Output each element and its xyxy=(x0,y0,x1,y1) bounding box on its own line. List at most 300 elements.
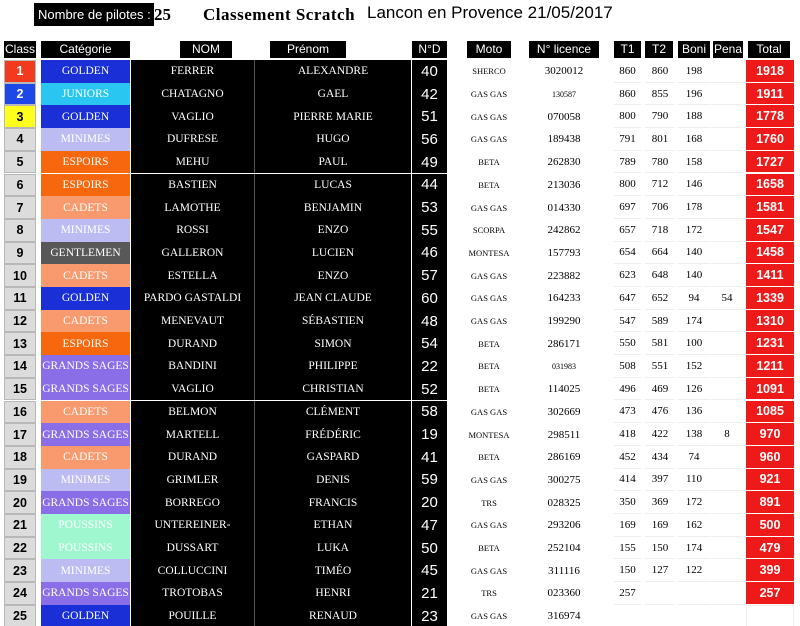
last-name-cell: DUSSART xyxy=(131,537,255,560)
rank-cell: 2 xyxy=(4,83,36,106)
rank-cell: 22 xyxy=(4,537,36,560)
last-name-cell: BELMON xyxy=(131,401,255,424)
pena-cell xyxy=(711,242,743,265)
t2-cell: 652 xyxy=(645,287,675,310)
t2-cell: 706 xyxy=(645,196,675,219)
boni-cell: 140 xyxy=(678,242,710,265)
last-name-cell: COLLUCCINI xyxy=(131,559,255,582)
boni-cell: 94 xyxy=(678,287,710,310)
pena-cell: 8 xyxy=(711,423,743,446)
table-row xyxy=(0,582,800,605)
category-cell: GRANDS SAGES xyxy=(41,355,130,378)
rank-cell: 4 xyxy=(4,128,36,151)
pena-cell xyxy=(711,537,743,560)
moto-brand-cell: GAS GAS xyxy=(470,406,508,417)
column-header-boni: Boni xyxy=(678,41,710,58)
pilots-count-label: Nombre de pilotes : xyxy=(34,3,154,26)
licence-cell: 311116 xyxy=(548,564,580,577)
boni-cell: 198 xyxy=(678,60,710,83)
rank-cell: 8 xyxy=(4,219,36,242)
t2-cell: 855 xyxy=(645,83,675,106)
moto-brand-cell: TRS xyxy=(481,588,497,599)
table-row xyxy=(0,559,800,582)
licence-cell: 286171 xyxy=(547,337,581,350)
column-header-categorie: Catégorie xyxy=(41,41,130,58)
last-name-cell: PARDO GASTALDI xyxy=(131,287,255,310)
rank-cell: 10 xyxy=(4,264,36,287)
licence-cell: 298511 xyxy=(547,428,581,441)
t1-cell: 257 xyxy=(614,582,641,605)
rank-cell: 6 xyxy=(4,174,36,197)
t1-cell: 169 xyxy=(614,514,641,537)
total-cell: 1778 xyxy=(746,105,794,128)
total-cell: 1091 xyxy=(746,378,794,401)
event-name: Lancon en Provence 21/05/2017 xyxy=(367,3,613,22)
moto-brand-cell: TRS xyxy=(481,497,497,508)
first-name-cell: CLÉMENT xyxy=(255,401,411,424)
last-name-cell: MARTELL xyxy=(131,423,255,446)
licence-cell: 293206 xyxy=(547,519,581,532)
first-name-cell: PHILIPPE xyxy=(255,355,411,378)
pena-cell xyxy=(711,196,743,219)
race-number-cell: 49 xyxy=(412,151,447,174)
table-row xyxy=(0,446,800,469)
table-row xyxy=(0,401,800,424)
pena-cell xyxy=(711,151,743,174)
category-cell: POUSSINS xyxy=(41,514,130,537)
category-cell: GOLDEN xyxy=(41,287,130,310)
t2-cell: 422 xyxy=(645,423,675,446)
t1-cell: 547 xyxy=(614,310,641,333)
last-name-cell: MENEVAUT xyxy=(131,310,255,333)
last-name-cell: GRIMLER xyxy=(131,469,255,492)
first-name-cell: BENJAMIN xyxy=(255,196,411,219)
first-name-cell: HUGO xyxy=(255,128,411,151)
licence-cell: 3020012 xyxy=(544,65,584,78)
pena-cell xyxy=(711,219,743,242)
table-row xyxy=(0,83,800,106)
race-number-cell: 48 xyxy=(412,310,447,333)
race-number-cell: 58 xyxy=(412,401,447,424)
pena-cell xyxy=(711,514,743,537)
last-name-cell: BASTIEN xyxy=(131,174,255,197)
t2-cell: 169 xyxy=(645,514,675,537)
rank-cell: 16 xyxy=(4,401,36,424)
licence-cell: 316974 xyxy=(547,610,581,623)
last-name-cell: TROTOBAS xyxy=(131,582,255,605)
t2-cell: 551 xyxy=(645,355,675,378)
t2-cell: 664 xyxy=(645,242,675,265)
t1-cell: 623 xyxy=(614,264,641,287)
total-cell: 1581 xyxy=(746,196,794,219)
moto-brand-cell: GAS GAS xyxy=(470,474,508,485)
licence-cell: 199290 xyxy=(547,315,581,328)
last-name-cell: FERRER xyxy=(131,60,255,83)
race-number-cell: 53 xyxy=(412,196,447,219)
moto-brand-cell: BETA xyxy=(478,338,500,349)
moto-brand-cell: SHERCO xyxy=(472,66,506,77)
total-cell: 1085 xyxy=(746,401,794,424)
first-name-cell: LUCIEN xyxy=(255,242,411,265)
column-header-pena: Pena xyxy=(713,42,743,56)
moto-brand-cell: BETA xyxy=(478,543,500,554)
pena-cell xyxy=(711,469,743,492)
boni-cell xyxy=(678,582,710,605)
last-name-cell: VAGLIO xyxy=(131,378,255,401)
pena-cell xyxy=(711,559,743,582)
race-number-cell: 44 xyxy=(412,174,447,197)
boni-cell xyxy=(678,605,710,626)
licence-cell: 130587 xyxy=(552,89,576,99)
column-header-total: Total xyxy=(748,41,790,58)
t2-cell: 469 xyxy=(645,378,675,401)
category-cell: GOLDEN xyxy=(41,605,130,626)
last-name-cell: POUILLE xyxy=(131,605,255,626)
table-row xyxy=(0,355,800,378)
race-number-cell: 55 xyxy=(412,219,447,242)
moto-brand-cell: GAS GAS xyxy=(470,270,508,281)
t1-cell: 654 xyxy=(614,242,641,265)
t1-cell xyxy=(614,605,641,626)
rank-cell: 24 xyxy=(4,582,36,605)
race-number-cell: 54 xyxy=(412,332,447,355)
licence-cell: 014330 xyxy=(547,201,581,214)
total-cell: 921 xyxy=(746,469,794,492)
pena-cell xyxy=(711,60,743,83)
total-cell: 1211 xyxy=(746,355,794,378)
licence-cell: 223882 xyxy=(547,269,581,282)
category-cell: ESPOIRS xyxy=(41,151,130,174)
boni-cell: 126 xyxy=(678,378,710,401)
first-name-cell: DENIS xyxy=(255,469,411,492)
first-name-cell: RENAUD xyxy=(255,605,411,626)
total-cell: 1411 xyxy=(746,264,794,287)
race-number-cell: 47 xyxy=(412,514,447,537)
race-number-cell: 51 xyxy=(412,105,447,128)
last-name-cell: BORREGO xyxy=(131,491,255,514)
total-cell: 1911 xyxy=(746,83,794,106)
licence-cell: 286169 xyxy=(547,451,581,464)
table-row xyxy=(0,174,800,197)
licence-cell: 070058 xyxy=(547,110,581,123)
t2-cell: 434 xyxy=(645,446,675,469)
rank-cell: 20 xyxy=(4,491,36,514)
race-number-cell: 59 xyxy=(412,469,447,492)
t1-cell: 473 xyxy=(614,401,641,424)
licence-cell: 300275 xyxy=(547,473,581,486)
first-name-cell: PAUL xyxy=(255,151,411,174)
category-cell: GRANDS SAGES xyxy=(41,423,130,446)
pena-cell xyxy=(711,401,743,424)
table-row xyxy=(0,605,800,626)
pilots-count-value: 25 xyxy=(154,5,171,24)
column-header-licence: N° licence xyxy=(529,41,599,58)
boni-cell: 162 xyxy=(678,514,710,537)
boni-cell: 188 xyxy=(678,105,710,128)
category-cell: MINIMES xyxy=(41,559,130,582)
moto-brand-cell: BETA xyxy=(478,157,500,168)
boni-cell: 172 xyxy=(678,491,710,514)
boni-cell: 100 xyxy=(678,332,710,355)
rank-cell: 5 xyxy=(4,151,36,174)
boni-cell: 158 xyxy=(678,151,710,174)
boni-cell: 172 xyxy=(678,219,710,242)
total-cell: 960 xyxy=(746,446,794,469)
first-name-cell: CHRISTIAN xyxy=(255,378,411,401)
boni-cell: 174 xyxy=(678,537,710,560)
rank-cell: 15 xyxy=(4,378,36,401)
t2-cell: 581 xyxy=(645,332,675,355)
total-cell: 399 xyxy=(746,559,794,582)
rank-cell: 21 xyxy=(4,514,36,537)
boni-cell: 138 xyxy=(678,423,710,446)
moto-brand-cell: GAS GAS xyxy=(470,611,508,622)
table-row xyxy=(0,196,800,219)
category-cell: GENTLEMEN xyxy=(41,242,130,265)
race-number-cell: 57 xyxy=(412,264,447,287)
category-cell: GRANDS SAGES xyxy=(41,491,130,514)
licence-cell: 164233 xyxy=(547,292,581,305)
last-name-cell: BANDINI xyxy=(131,355,255,378)
total-cell: 1458 xyxy=(746,242,794,265)
race-number-cell: 19 xyxy=(412,423,447,446)
category-cell: POUSSINS xyxy=(41,537,130,560)
licence-cell: 262830 xyxy=(547,156,581,169)
column-header-prenom: Prénom xyxy=(270,41,346,58)
first-name-cell: FRÉDÉRIC xyxy=(255,423,411,446)
pena-cell: 54 xyxy=(711,287,743,310)
pena-cell xyxy=(711,264,743,287)
moto-brand-cell: MONTESA xyxy=(468,429,510,440)
t2-cell: 127 xyxy=(645,559,675,582)
race-number-cell: 45 xyxy=(412,559,447,582)
boni-cell: 74 xyxy=(678,446,710,469)
last-name-cell: MEHU xyxy=(131,151,255,174)
total-cell: 479 xyxy=(746,537,794,560)
race-number-cell: 42 xyxy=(412,83,447,106)
table-row xyxy=(0,264,800,287)
table-row xyxy=(0,378,800,401)
boni-cell: 110 xyxy=(678,469,710,492)
total-cell: 1658 xyxy=(746,174,794,197)
first-name-cell: SIMON xyxy=(255,332,411,355)
moto-brand-cell: GAS GAS xyxy=(470,202,508,213)
moto-brand-cell: BETA xyxy=(478,361,500,372)
race-number-cell: 20 xyxy=(412,491,447,514)
race-number-cell: 46 xyxy=(412,242,447,265)
category-cell: GRANDS SAGES xyxy=(41,582,130,605)
table-row xyxy=(0,151,800,174)
t2-cell: 589 xyxy=(645,310,675,333)
race-number-cell: 56 xyxy=(412,128,447,151)
column-header-t2: T2 xyxy=(645,41,673,58)
pena-cell xyxy=(711,582,743,605)
t2-cell xyxy=(645,605,675,626)
pena-cell xyxy=(711,605,743,626)
table-row xyxy=(0,423,800,446)
t1-cell: 860 xyxy=(614,83,641,106)
moto-brand-cell: SCORPA xyxy=(472,225,506,236)
race-number-cell: 50 xyxy=(412,537,447,560)
pena-cell xyxy=(711,332,743,355)
boni-cell: 152 xyxy=(678,355,710,378)
rank-cell: 17 xyxy=(4,423,36,446)
t1-cell: 418 xyxy=(614,423,641,446)
pena-cell xyxy=(711,355,743,378)
moto-brand-cell: BETA xyxy=(478,384,500,395)
rank-cell: 14 xyxy=(4,355,36,378)
licence-cell: 213036 xyxy=(547,178,581,191)
t1-cell: 150 xyxy=(614,559,641,582)
rank-cell: 9 xyxy=(4,242,36,265)
category-cell: CADETS xyxy=(41,196,130,219)
t1-cell: 789 xyxy=(614,151,641,174)
table-row xyxy=(0,242,800,265)
boni-cell: 136 xyxy=(678,401,710,424)
t2-cell xyxy=(645,582,675,605)
race-number-cell: 41 xyxy=(412,446,447,469)
first-name-cell: ALEXANDRE xyxy=(255,60,411,83)
t2-cell: 712 xyxy=(645,174,675,197)
t2-cell: 476 xyxy=(645,401,675,424)
category-cell: GRANDS SAGES xyxy=(41,378,130,401)
column-header-nd: N°D xyxy=(412,41,447,58)
licence-cell: 302669 xyxy=(547,405,581,418)
column-header-t1: T1 xyxy=(614,41,641,58)
boni-cell: 196 xyxy=(678,83,710,106)
total-cell: 1760 xyxy=(746,128,794,151)
last-name-cell: ESTELLA xyxy=(131,264,255,287)
licence-cell: 242862 xyxy=(547,224,581,237)
category-cell: GOLDEN xyxy=(41,105,130,128)
pena-cell xyxy=(711,174,743,197)
moto-brand-cell: MONTESA xyxy=(468,247,510,258)
moto-brand-cell: GAS GAS xyxy=(470,89,508,100)
first-name-cell: ETHAN xyxy=(255,514,411,537)
t1-cell: 697 xyxy=(614,196,641,219)
total-cell: 1231 xyxy=(746,332,794,355)
table-row xyxy=(0,310,800,333)
t1-cell: 800 xyxy=(614,174,641,197)
total-cell: 1310 xyxy=(746,310,794,333)
total-cell: 1339 xyxy=(746,287,794,310)
licence-cell: 023360 xyxy=(547,587,581,600)
t1-cell: 657 xyxy=(614,219,641,242)
t2-cell: 801 xyxy=(645,128,675,151)
table-row xyxy=(0,469,800,492)
table-row xyxy=(0,537,800,560)
moto-brand-cell: GAS GAS xyxy=(470,316,508,327)
t2-cell: 790 xyxy=(645,105,675,128)
column-header-nom: NOM xyxy=(180,41,232,58)
table-row xyxy=(0,219,800,242)
page-title: Classement Scratch xyxy=(203,5,356,24)
moto-brand-cell: GAS GAS xyxy=(470,111,508,122)
first-name-cell: SÉBASTIEN xyxy=(255,310,411,333)
moto-brand-cell: GAS GAS xyxy=(470,293,508,304)
category-cell: ESPOIRS xyxy=(41,174,130,197)
t2-cell: 648 xyxy=(645,264,675,287)
boni-cell: 174 xyxy=(678,310,710,333)
total-cell: 257 xyxy=(746,582,794,605)
category-cell: CADETS xyxy=(41,310,130,333)
race-number-cell: 60 xyxy=(412,287,447,310)
rank-cell: 1 xyxy=(4,60,36,83)
t1-cell: 414 xyxy=(614,469,641,492)
category-cell: CADETS xyxy=(41,446,130,469)
licence-cell: 189438 xyxy=(547,133,581,146)
moto-brand-cell: GAS GAS xyxy=(470,520,508,531)
first-name-cell: LUCAS xyxy=(255,174,411,197)
table-row xyxy=(0,287,800,310)
first-name-cell: LUKA xyxy=(255,537,411,560)
t1-cell: 350 xyxy=(614,491,641,514)
pena-cell xyxy=(711,491,743,514)
first-name-cell: FRANCIS xyxy=(255,491,411,514)
t1-cell: 860 xyxy=(614,60,641,83)
category-cell: CADETS xyxy=(41,401,130,424)
t2-cell: 780 xyxy=(645,151,675,174)
last-name-cell: LAMOTHE xyxy=(131,196,255,219)
first-name-cell: GAEL xyxy=(255,83,411,106)
pena-cell xyxy=(711,105,743,128)
boni-cell: 178 xyxy=(678,196,710,219)
t1-cell: 800 xyxy=(614,105,641,128)
last-name-cell: DUFRESE xyxy=(131,128,255,151)
total-cell: 891 xyxy=(746,491,794,514)
first-name-cell: JEAN CLAUDE xyxy=(255,287,411,310)
last-name-cell: GALLERON xyxy=(131,242,255,265)
t1-cell: 791 xyxy=(614,128,641,151)
table-row xyxy=(0,332,800,355)
table-row xyxy=(0,105,800,128)
last-name-cell: ROSSI xyxy=(131,219,255,242)
t2-cell: 397 xyxy=(645,469,675,492)
t2-cell: 718 xyxy=(645,219,675,242)
boni-cell: 146 xyxy=(678,174,710,197)
table-row xyxy=(0,60,800,83)
t1-cell: 496 xyxy=(614,378,641,401)
t1-cell: 155 xyxy=(614,537,641,560)
category-cell: MINIMES xyxy=(41,128,130,151)
last-name-cell: DURAND xyxy=(131,446,255,469)
total-cell: 500 xyxy=(746,514,794,537)
rank-cell: 18 xyxy=(4,446,36,469)
total-cell: 970 xyxy=(746,423,794,446)
table-row xyxy=(0,128,800,151)
licence-cell: 114025 xyxy=(547,383,581,396)
category-cell: GOLDEN xyxy=(41,60,130,83)
licence-cell: 028325 xyxy=(547,496,581,509)
moto-brand-cell: GAS GAS xyxy=(470,565,508,576)
first-name-cell: ENZO xyxy=(255,219,411,242)
pena-cell xyxy=(711,310,743,333)
rank-cell: 12 xyxy=(4,310,36,333)
race-number-cell: 21 xyxy=(412,582,447,605)
t1-cell: 508 xyxy=(614,355,641,378)
moto-brand-cell: GAS GAS xyxy=(470,134,508,145)
category-cell: MINIMES xyxy=(41,219,130,242)
t1-cell: 647 xyxy=(614,287,641,310)
race-number-cell: 52 xyxy=(412,378,447,401)
rank-cell: 25 xyxy=(4,605,36,626)
category-cell: JUNIORS xyxy=(41,83,130,106)
t1-cell: 550 xyxy=(614,332,641,355)
last-name-cell: VAGLIO xyxy=(131,105,255,128)
total-cell: 1918 xyxy=(746,60,794,83)
rank-cell: 23 xyxy=(4,559,36,582)
total-cell: 1547 xyxy=(746,219,794,242)
